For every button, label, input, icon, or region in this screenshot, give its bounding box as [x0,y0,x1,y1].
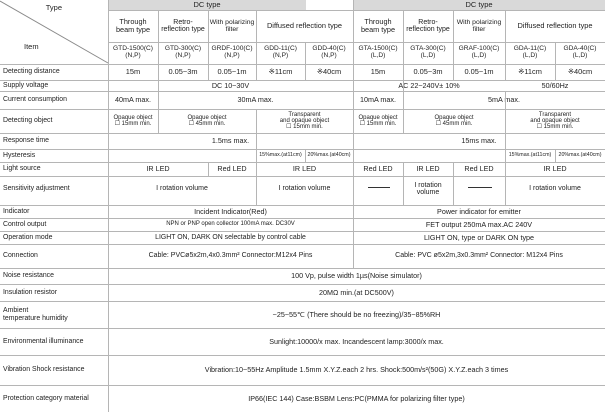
row-divider [0,385,605,386]
light-source-value: IR LED [543,164,567,174]
column-divider [505,10,506,81]
diffused-header-left: Diffused reflection type [266,21,343,31]
through-beam-header-right: Through beam type [360,17,396,34]
control-output-ac: FET output 250mA max.AC 240V [425,219,533,229]
row-label-supply-voltage: Supply voltage [3,81,49,89]
detecting-distance-value: ※40cm [316,67,342,77]
not-applicable-dash [468,187,492,188]
detecting-object-value: Opaque object ☐ 15mm min. [113,114,153,127]
sensitivity-adjustment-value: I rotation volume [278,185,331,193]
row-label-sensitivity-adjustment: Sensitivity adjustment [3,185,70,193]
row-label-environmental-illuminance: Environmental illuminance [3,337,84,345]
connection-dc: Cable: PVCø5x2m,4x0.3mm² Connector:M12x4 Pins [148,252,313,260]
item-corner-label: Item [24,42,39,52]
model-cell: GTD-300(C) (N,P) [164,45,202,59]
row-divider [0,91,605,92]
detecting-distance-value: ※11cm [268,67,293,77]
column-divider [453,162,454,205]
operation-mode-dc: LIGHT ON, DARK ON selectable by control cable [155,233,306,241]
header-divider [108,10,605,11]
detecting-distance-value: 15m [125,67,141,77]
detecting-distance-value: 15m [370,67,386,77]
row-label-detecting-distance: Detecting distance [3,68,60,76]
column-divider [158,10,159,133]
detecting-object-value: Opaque object ☐ 45mm min. [434,114,474,127]
row-divider [0,218,605,219]
detecting-object-value: Transparent and opaque object ☐ 15mm min. [530,111,580,131]
row-divider [0,176,605,177]
retro-header-left: Retro- reflection type [161,18,205,33]
environmental-illuminance-value: Sunlight:10000/x max. Incandescent lamp:3000/x max. [269,336,444,346]
row-divider [0,355,605,356]
model-cell: GDA-11(C) (L,D) [513,45,547,59]
indicator-ac: Power indicator for emitter [437,206,521,216]
row-label-indicator: Indicator [3,207,30,215]
column-divider [305,149,306,162]
light-source-value: IR LED [292,164,317,174]
hysteresis-value: 15%max.(at11cm) [508,151,552,158]
detecting-distance-value: 0.05~1m [464,67,494,77]
row-label-protection: Protection category material [3,394,89,402]
row-label-connection: Connection [3,252,38,260]
light-source-value: Red LED [363,164,393,174]
light-source-value: IR LED [416,164,440,174]
detecting-distance-value: 0.05~3m [413,67,443,77]
sensitivity-adjustment-value: I rotation volume [529,185,581,193]
column-divider [208,162,209,176]
row-divider [0,268,605,269]
row-label-insulation-resistor: Insulation resistor [3,288,58,296]
polarizing-header-left: With polarizing filter [209,18,255,33]
column-divider [108,0,109,412]
row-label-light-source: Light source [3,165,41,173]
operation-mode-ac: LIGHT ON, type or DARK ON type [423,232,535,242]
model-cell: GRDF-100(C) (N,P) [211,45,253,59]
row-divider [0,328,605,329]
detecting-distance-value: 0.05~3m [168,67,198,77]
row-divider [0,205,605,206]
hysteresis-value: 20%max.(at40cm) [558,151,602,158]
row-label-vibration-shock: Vibration Shock resistance [3,366,85,374]
detecting-object-value: Opaque object ☐ 45mm min. [187,114,227,127]
row-divider [0,80,605,81]
row-label-control-output: Control output [3,220,47,228]
indicator-dc: Incident Indicator(Red) [194,206,267,216]
detecting-object-value: Transparent and opaque object ☐ 15mm min. [279,111,330,131]
header-divider [108,42,605,43]
supply-voltage-ac: AC 22~240V± 10% [398,80,460,90]
model-cell: GDA-40(C) (L,D) [563,45,597,59]
through-beam-header-left: Through beam type [115,17,151,34]
diffused-header-right: Diffused reflection type [517,21,593,31]
row-divider [0,231,605,232]
current-consumption-value: 40mA max. [115,95,151,105]
row-label-ambient: Ambient temperature humidity [3,307,68,322]
hysteresis-value: 15%max.(at11cm) [259,151,302,158]
row-divider [0,149,605,150]
connection-ac: Cable: PVC ø5x2m,3x0.3mm² Connector: M12x4 Pins [395,252,563,260]
model-cell: GTA-1500(C) (L,D) [358,45,398,59]
dc-type-header-left: DC type [108,0,306,10]
row-label-noise-resistance: Noise resistance [3,272,54,280]
supply-voltage-frequency: 50/60Hz [541,80,569,90]
row-divider [0,244,605,245]
current-consumption-value: 30mA max. [237,95,274,105]
dc-type-header-right: DC type [353,0,605,10]
response-time-dc: 1.5ms max. [211,136,250,146]
row-divider [0,64,605,65]
row-divider [0,162,605,163]
row-label-response-time: Response time [3,137,49,145]
row-divider [0,109,605,110]
light-source-value: Red LED [464,164,494,174]
column-divider [403,162,404,205]
model-cell: GTD-1500(C) (N,P) [113,45,153,59]
column-divider [305,42,306,81]
row-label-current-consumption: Current consumption [3,96,67,104]
sensitivity-adjustment-value: I rotation volume [414,181,442,196]
model-cell: GDD-11(C) (N,P) [264,45,297,59]
response-time-ac: 15ms max. [461,136,497,146]
model-cell: GTA-300(C) (L,D) [410,45,446,59]
detecting-distance-value: ※11cm [518,67,542,77]
row-divider [0,133,605,134]
detecting-object-value: Opaque object ☐ 15mm min. [358,114,398,127]
model-cell: GDD-40(C) (N,P) [312,45,346,59]
model-cell: GRAF-100(C) (L,D) [458,45,500,59]
not-applicable-dash [368,187,390,188]
control-output-dc: NPN or PNP open collector 100mA max. DC30V [166,221,295,228]
hysteresis-value: 20%max.(at40cm) [307,151,351,158]
supply-voltage-dc: DC 10~30V [211,80,250,90]
protection-value: IP66(IEC 144) Case:BSBM Lens:PC(PMMA for polarizing filter type) [248,393,465,403]
retro-header-right: Retro- reflection type [406,18,450,33]
current-consumption-value: 10mA max. [360,95,396,105]
column-divider [256,10,257,81]
polarizing-header-right: With polarizing filter [456,18,502,33]
column-divider [453,10,454,81]
row-label-operation-mode: Operation mode [3,233,53,241]
column-divider [403,10,404,133]
vibration-shock-value: Vibration:10~55Hz Amplitude 1.5mm X.Y.Z.each 2 hrs. Shock:500m/s²(50G) X.Y.Z.each 3 times [204,365,509,375]
column-divider [256,109,257,205]
row-label-hysteresis: Hysteresis [3,151,36,159]
row-label-detecting-object: Detecting object [3,117,53,125]
detecting-distance-value: 0.05~1m [217,67,247,77]
column-divider [353,0,354,268]
light-source-value: Red LED [217,164,247,174]
current-consumption-value: 5mA max. [488,95,520,105]
ambient-value: ~25~55℃ (There should be no freezing)/35~85%RH [272,309,441,319]
row-divider [0,284,605,285]
light-source-value: IR LED [146,164,170,174]
column-divider [555,149,556,162]
column-divider [505,91,506,205]
noise-resistance-value: 100 Vp, pulse width 1µs(Noise simulator) [291,271,422,281]
sensitivity-adjustment-value: I rotation volume [156,185,208,193]
type-corner-label: Type [45,3,62,13]
column-divider [208,10,209,81]
insulation-resistor-value: 20MΩ min.(at DC500V) [319,287,394,297]
column-divider [555,42,556,81]
detecting-distance-value: ※40cm [567,67,593,77]
row-divider [0,301,605,302]
